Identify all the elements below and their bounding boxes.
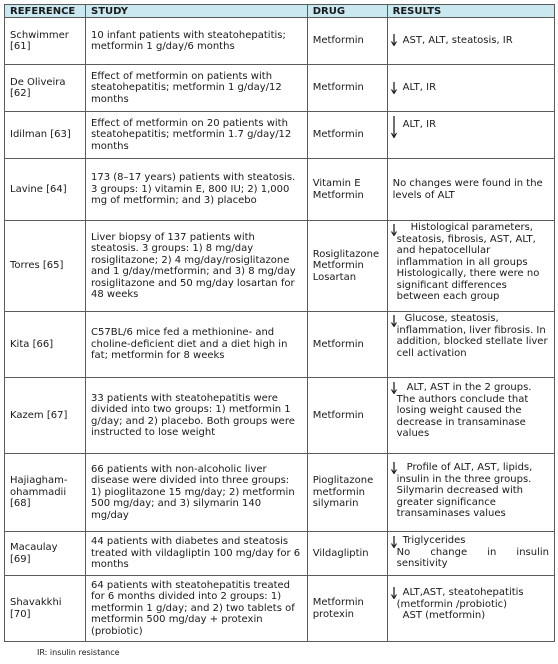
reference-cell: De Oliveira [62]: [5, 65, 86, 112]
header-study: STUDY: [86, 5, 308, 18]
results-text: AST, ALT, steatosis, IR: [402, 35, 513, 47]
results-text: Glucose, steatosis, inflammation, liver fibrosis. In addition, blocked stellate liver cell activation: [396, 313, 548, 359]
reference-cell: Lavine [64]: [5, 159, 86, 221]
down-arrow-icon: [391, 462, 397, 474]
reference-cell: Idilman [63]: [5, 112, 86, 159]
drug-cell: Pioglitazone metformin silymarin: [307, 454, 387, 532]
reference-cell: Macaulay [69]: [5, 532, 86, 576]
study-cell: 44 patients with diabetes and steatosis treated with vildagliptin 100 mg/day for 6 months: [86, 532, 308, 576]
header-results: RESULTS: [387, 5, 554, 18]
down-arrow-icon: [391, 536, 397, 548]
drug-cell: Metformin: [307, 378, 387, 454]
study-cell: 33 patients with steatohepatitis were divided into two groups: 1) metformin 1 g/day; and 2) placebo. Both groups were instructed to lose weight: [86, 378, 308, 454]
down-arrow-icon: [391, 587, 397, 599]
study-cell: 173 (8–17 years) patients with steatosis. 3 groups: 1) vitamin E, 800 IU; 2) 1,000 mg of metformin; and 3) placebo: [86, 159, 308, 221]
reference-cell: Torres [65]: [5, 221, 86, 312]
results-text: Profile of ALT, AST, lipids, insulin in the three groups. Silymarin decreased with greater significance transaminases values: [396, 462, 533, 519]
down-arrow-icon: [391, 315, 397, 327]
results-cell: [387, 312, 554, 378]
footnote: IR: insulin resistance: [37, 648, 120, 657]
reference-cell: Shavakkhi [70]: [5, 576, 86, 642]
table-row: [5, 18, 555, 65]
results-text: ALT, IR: [402, 119, 437, 130]
drug-cell: Vildagliptin: [307, 532, 387, 576]
drug-cell: Metformin protexin: [307, 576, 387, 642]
table-row: [5, 312, 555, 378]
study-cell: 64 patients with steatohepatitis treated for 6 months divided into 2 groups: 1) metformin 1 g/day; and 2) two tablets of metformin 500 mg/day + protexin (probiotic): [86, 576, 308, 642]
drug-cell: Metformin: [307, 112, 387, 159]
drug-cell: Metformin: [307, 65, 387, 112]
reference-cell: Schwimmer [61]: [5, 18, 86, 65]
down-arrow-icon: [391, 34, 397, 46]
results-text: No changes were found in the levels of ALT: [392, 178, 543, 201]
study-cell: Effect of metformin on patients with steatohepatitis; metformin 1 g/day/12 months: [86, 65, 308, 112]
table-row: [5, 378, 555, 454]
results-text: Histological parameters, steatosis, fibrosis, AST, ALT, and hepatocellular inflammation in all groups Histologically, there were no significant differences between each group: [396, 222, 540, 302]
table-row: [5, 454, 555, 532]
results-cell: [387, 65, 554, 112]
table-row: [5, 221, 555, 312]
table-row: [5, 159, 555, 221]
table-header-row: [5, 5, 555, 18]
table-row: [5, 112, 555, 159]
results-cell: [387, 112, 554, 159]
drug-cell: Rosiglitazone Metformin Losartan: [307, 221, 387, 312]
results-cell: [387, 532, 554, 576]
down-arrow-icon: [391, 82, 397, 94]
reference-cell: Kazem [67]: [5, 378, 86, 454]
study-cell: 66 patients with non-alcoholic liver disease were divided into three groups: 1) pioglitazone 15 mg/day; 2) metformin 500 mg/day; and 3) silymarin 140 mg/day: [86, 454, 308, 532]
study-cell: 10 infant patients with steatohepatitis; metformin 1 g/day/6 months: [86, 18, 308, 65]
results-text-line1: Triglycerides: [402, 535, 466, 546]
results-cell: [387, 454, 554, 532]
study-cell: Effect of metformin on 20 patients with steatohepatitis; metformin 1.7 g/day/12 months: [86, 112, 308, 159]
results-cell: [387, 576, 554, 642]
results-table: [4, 4, 555, 642]
results-text-line2: AST (metformin): [402, 610, 486, 621]
drug-cell: Metformin: [307, 312, 387, 378]
results-text: ALT, AST in the 2 groups. The authors conclude that losing weight caused the decrease in transaminase values: [396, 382, 532, 439]
results-cell: [387, 159, 554, 221]
down-arrow-icon: [391, 116, 397, 138]
drug-cell: Metformin: [307, 18, 387, 65]
results-text-line1: ALT,AST, steatohepatitis (metformin /probiotic): [396, 587, 524, 610]
results-cell: [387, 221, 554, 312]
results-text-line2: No change in insulin sensitivity: [396, 546, 549, 569]
results-cell: [387, 378, 554, 454]
down-arrow-icon: [391, 224, 397, 236]
down-arrow-icon: [391, 382, 397, 394]
results-text: ALT, IR: [402, 82, 437, 94]
study-cell: C57BL/6 mice fed a methionine- and choline-deficient diet and a diet high in fat; metformin for 8 weeks: [86, 312, 308, 378]
header-drug: DRUG: [307, 5, 387, 18]
study-cell: Liver biopsy of 137 patients with steatosis. 3 groups: 1) 8 mg/day rosiglitazone; 2) 4 mg/day/rosiglitazone and 1 g/day/metformin; and 3) 8 mg/day rosiglitazone and 50 mg/day losartan for 48 weeks: [86, 221, 308, 312]
header-reference: REFERENCE: [5, 5, 86, 18]
drug-cell: Vitamin E Metformin: [307, 159, 387, 221]
reference-cell: Kita [66]: [5, 312, 86, 378]
table-row: [5, 532, 555, 576]
table-row: [5, 65, 555, 112]
results-cell: [387, 18, 554, 65]
reference-cell: Hajiagham-ohammadii [68]: [5, 454, 86, 532]
table-row: [5, 576, 555, 642]
